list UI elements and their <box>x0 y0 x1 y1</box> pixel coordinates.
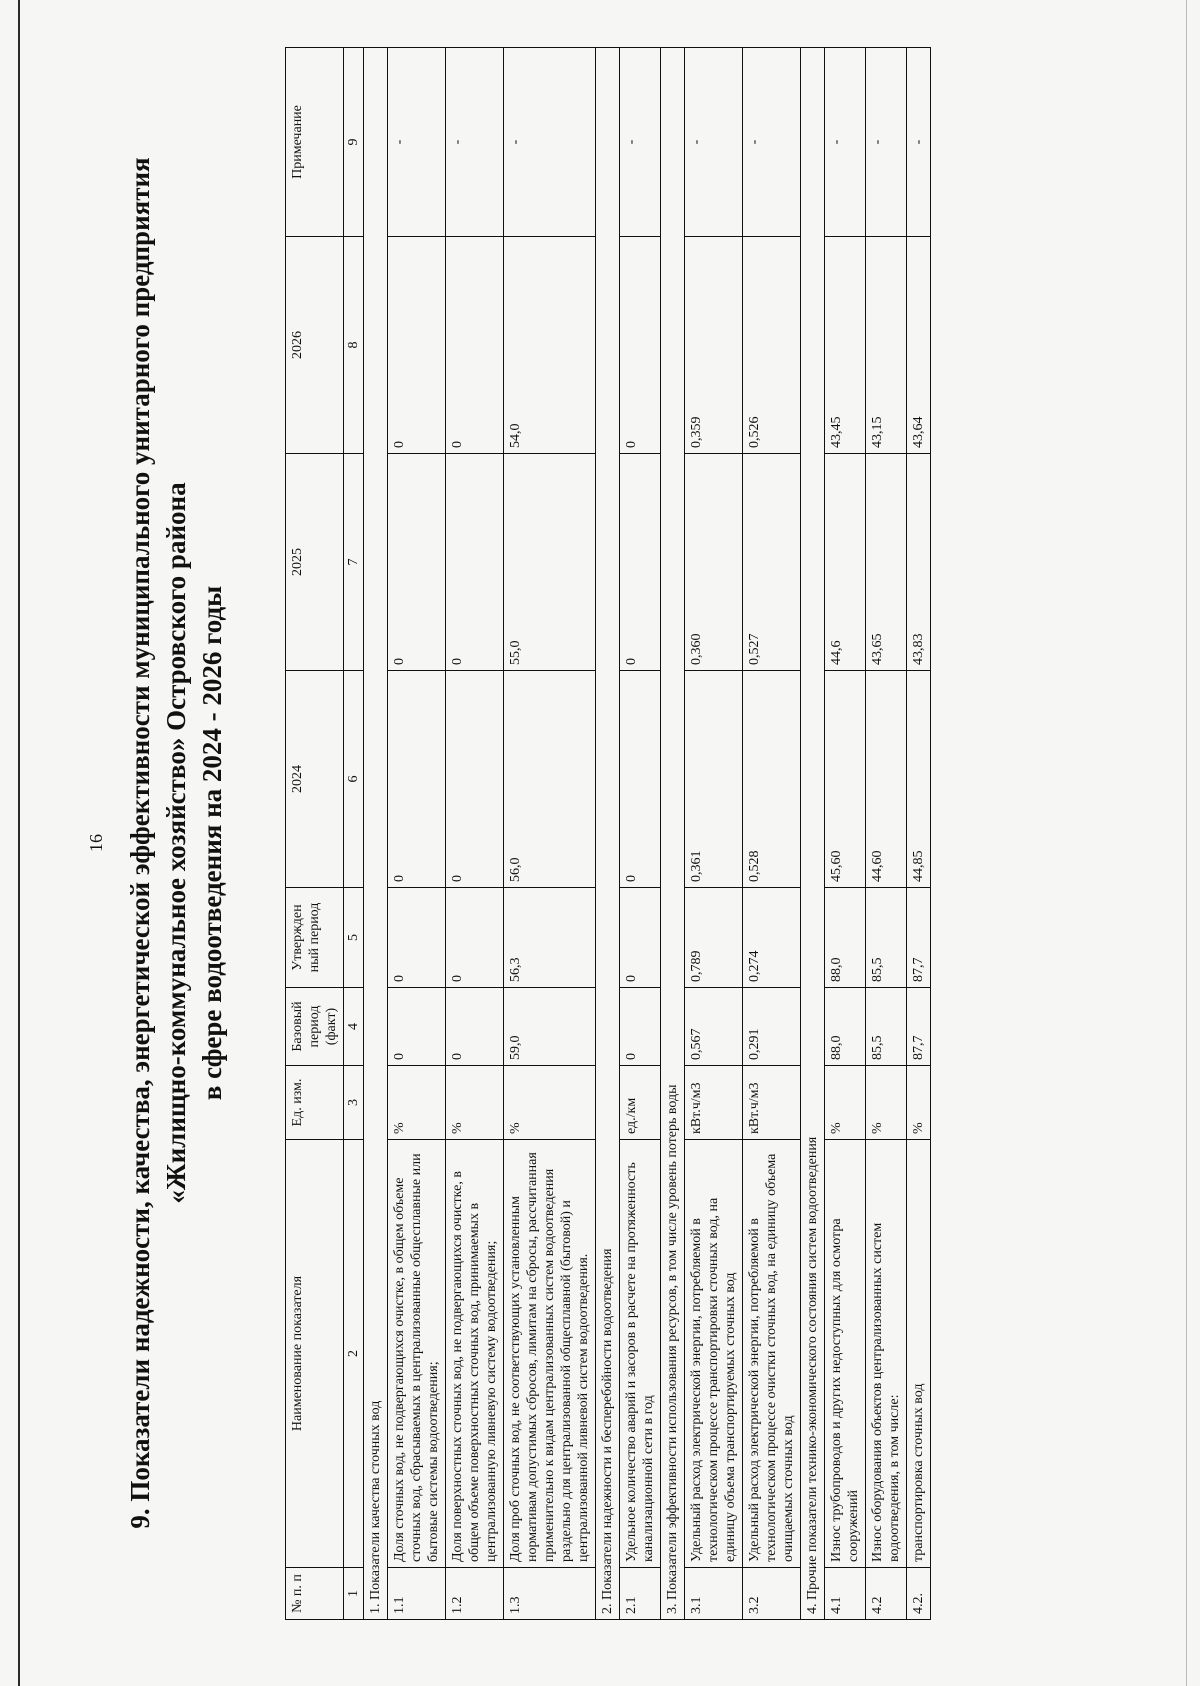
column-number: 7 <box>344 454 364 671</box>
header-num: № п. п <box>286 1568 344 1620</box>
title-line-2: «Жилищно-коммунальное хозяйство» Островского района <box>161 482 191 1204</box>
section-row <box>364 48 388 1620</box>
column-number: 6 <box>344 671 364 888</box>
section-title: 3. Показатели эффективности использования ресурсов, в том числе уровень потерь воды <box>661 48 685 1620</box>
row-name: Удельное количество аварий и засоров в расчете на протяженность канализационной сети в год <box>620 1140 661 1568</box>
row-num: 1.1 <box>388 1568 446 1620</box>
row-name: Удельный расход электрической энергии, потребляемой в технологическом процессе очистки сточных вод, на единицу объема очищаемых сточных вод <box>743 1140 801 1568</box>
row-base: 59,0 <box>504 988 596 1066</box>
row-note: - <box>388 48 446 237</box>
page-number: 16 <box>86 834 106 852</box>
row-2026: 0 <box>388 237 446 454</box>
row-num: 3.1 <box>685 1568 743 1620</box>
table-row <box>620 48 661 1620</box>
row-approved: 87,7 <box>907 888 931 988</box>
row-base: 0,567 <box>685 988 743 1066</box>
row-unit: % <box>866 1066 907 1140</box>
row-2026: 43,45 <box>825 237 866 454</box>
row-unit: % <box>907 1066 931 1140</box>
row-2024: 44,60 <box>866 671 907 888</box>
row-unit: % <box>446 1066 504 1140</box>
title-line-1: 9. Показатели надежности, качества, энергетической эффективности муниципального унитарного предприятия <box>125 157 155 1529</box>
table-row <box>866 48 907 1620</box>
row-2024: 0,528 <box>743 671 801 888</box>
row-num: 2.1 <box>620 1568 661 1620</box>
row-note: - <box>825 48 866 237</box>
row-name: транспортировка сточных вод <box>907 1140 931 1568</box>
row-num: 3.2 <box>743 1568 801 1620</box>
row-2024: 0 <box>620 671 661 888</box>
row-approved: 0 <box>446 888 504 988</box>
section-row <box>596 48 620 1620</box>
header-note: Примечание <box>286 48 344 237</box>
row-2025: 43,83 <box>907 454 931 671</box>
table-row <box>743 48 801 1620</box>
row-2025: 43,65 <box>866 454 907 671</box>
row-name: Доля поверхностных сточных вод, не подвергающихся очистке, в общем объеме поверхностных сточных вод, принимаемых в централизованную ливневую систему водоотведения; <box>446 1140 504 1568</box>
header-approved: Утвержден ный период <box>286 888 344 988</box>
header-name: Наименование показателя <box>286 1140 344 1568</box>
row-2025: 0,527 <box>743 454 801 671</box>
row-unit: кВт.ч/м3 <box>743 1066 801 1140</box>
row-2025: 0 <box>388 454 446 671</box>
row-approved: 0 <box>620 888 661 988</box>
row-approved: 85,5 <box>866 888 907 988</box>
row-name: Доля проб сточных вод, не соответствующих установленным нормативам допустимых сбросов, лимитам на сбросы, рассчитанная применительно к видам централизованных систем водоотведения раздельно для централизованной общесплавной (бытовой) и централизованной ливневой систем водоотведения. <box>504 1140 596 1568</box>
row-approved: 0,274 <box>743 888 801 988</box>
row-approved: 88,0 <box>825 888 866 988</box>
row-unit: % <box>504 1066 596 1140</box>
row-approved: 56,3 <box>504 888 596 988</box>
header-base: Базовый период (факт) <box>286 988 344 1066</box>
row-2026: 0,526 <box>743 237 801 454</box>
row-name: Удельный расход электрической энергии, потребляемой в технологическом процессе транспортировки сточных вод, на единицу объема транспортируемых сточных вод <box>685 1140 743 1568</box>
table-header-row <box>286 48 344 1620</box>
row-note: - <box>866 48 907 237</box>
row-name: Износ трубопроводов и других недоступных для осмотра сооружений <box>825 1140 866 1568</box>
section-row <box>661 48 685 1620</box>
row-2025: 55,0 <box>504 454 596 671</box>
table-row <box>907 48 931 1620</box>
row-unit: % <box>825 1066 866 1140</box>
row-base: 0,291 <box>743 988 801 1066</box>
row-2026: 43,64 <box>907 237 931 454</box>
row-note: - <box>685 48 743 237</box>
row-2026: 0 <box>446 237 504 454</box>
header-unit: Ед. изм. <box>286 1066 344 1140</box>
row-2025: 0,360 <box>685 454 743 671</box>
row-2025: 0 <box>446 454 504 671</box>
row-approved: 0,789 <box>685 888 743 988</box>
row-base: 88,0 <box>825 988 866 1066</box>
table-row <box>825 48 866 1620</box>
column-number: 1 <box>344 1568 364 1620</box>
row-2024: 0 <box>388 671 446 888</box>
row-num: 1.2 <box>446 1568 504 1620</box>
row-note: - <box>743 48 801 237</box>
table-row <box>504 48 596 1620</box>
header-2024: 2024 <box>286 671 344 888</box>
row-2024: 45,60 <box>825 671 866 888</box>
row-num: 4.2 <box>866 1568 907 1620</box>
row-2024: 0,361 <box>685 671 743 888</box>
table-row <box>446 48 504 1620</box>
row-2026: 0,359 <box>685 237 743 454</box>
row-note: - <box>620 48 661 237</box>
row-num: 4.2. <box>907 1568 931 1620</box>
row-2025: 44,6 <box>825 454 866 671</box>
row-note: - <box>504 48 596 237</box>
column-number: 3 <box>344 1066 364 1140</box>
column-number-row <box>344 48 364 1620</box>
table-row <box>685 48 743 1620</box>
column-number: 8 <box>344 237 364 454</box>
row-unit: % <box>388 1066 446 1140</box>
row-base: 87,7 <box>907 988 931 1066</box>
row-2025: 0 <box>620 454 661 671</box>
row-name: Доля сточных вод, не подвергающихся очистке, в общем объеме сточных вод, сбрасываемых в централизованные общесплавные или бытовые системы водоотведения; <box>388 1140 446 1568</box>
row-base: 85,5 <box>866 988 907 1066</box>
row-num: 1.3 <box>504 1568 596 1620</box>
title-line-3: в сфере водоотведения на 2024 - 2026 годы <box>197 585 227 1101</box>
row-note: - <box>446 48 504 237</box>
header-2025: 2025 <box>286 454 344 671</box>
row-2024: 44,85 <box>907 671 931 888</box>
section-title: 1. Показатели качества сточных вод <box>364 48 388 1620</box>
row-unit: кВт.ч/м3 <box>685 1066 743 1140</box>
section-row <box>801 48 825 1620</box>
row-2026: 54,0 <box>504 237 596 454</box>
row-base: 0 <box>620 988 661 1066</box>
column-number: 2 <box>344 1140 364 1568</box>
row-num: 4.1 <box>825 1568 866 1620</box>
section-title: 4. Прочие показатели технико-экономического состояния систем водоотведения <box>801 48 825 1620</box>
section-title: 2. Показатели надежности и бесперебойности водоотведения <box>596 48 620 1620</box>
indicators-table <box>285 47 931 1620</box>
row-note: - <box>907 48 931 237</box>
row-name: Износ оборудования объектов централизованных систем водоотведения, в том числе: <box>866 1140 907 1568</box>
document-title <box>122 60 230 1626</box>
row-2026: 0 <box>620 237 661 454</box>
column-number: 4 <box>344 988 364 1066</box>
row-base: 0 <box>388 988 446 1066</box>
column-number: 5 <box>344 888 364 988</box>
row-2024: 0 <box>446 671 504 888</box>
column-number: 9 <box>344 48 364 237</box>
row-approved: 0 <box>388 888 446 988</box>
row-base: 0 <box>446 988 504 1066</box>
row-2026: 43,15 <box>866 237 907 454</box>
table-row <box>388 48 446 1620</box>
row-unit: ед./км <box>620 1066 661 1140</box>
header-2026: 2026 <box>286 237 344 454</box>
row-2024: 56,0 <box>504 671 596 888</box>
